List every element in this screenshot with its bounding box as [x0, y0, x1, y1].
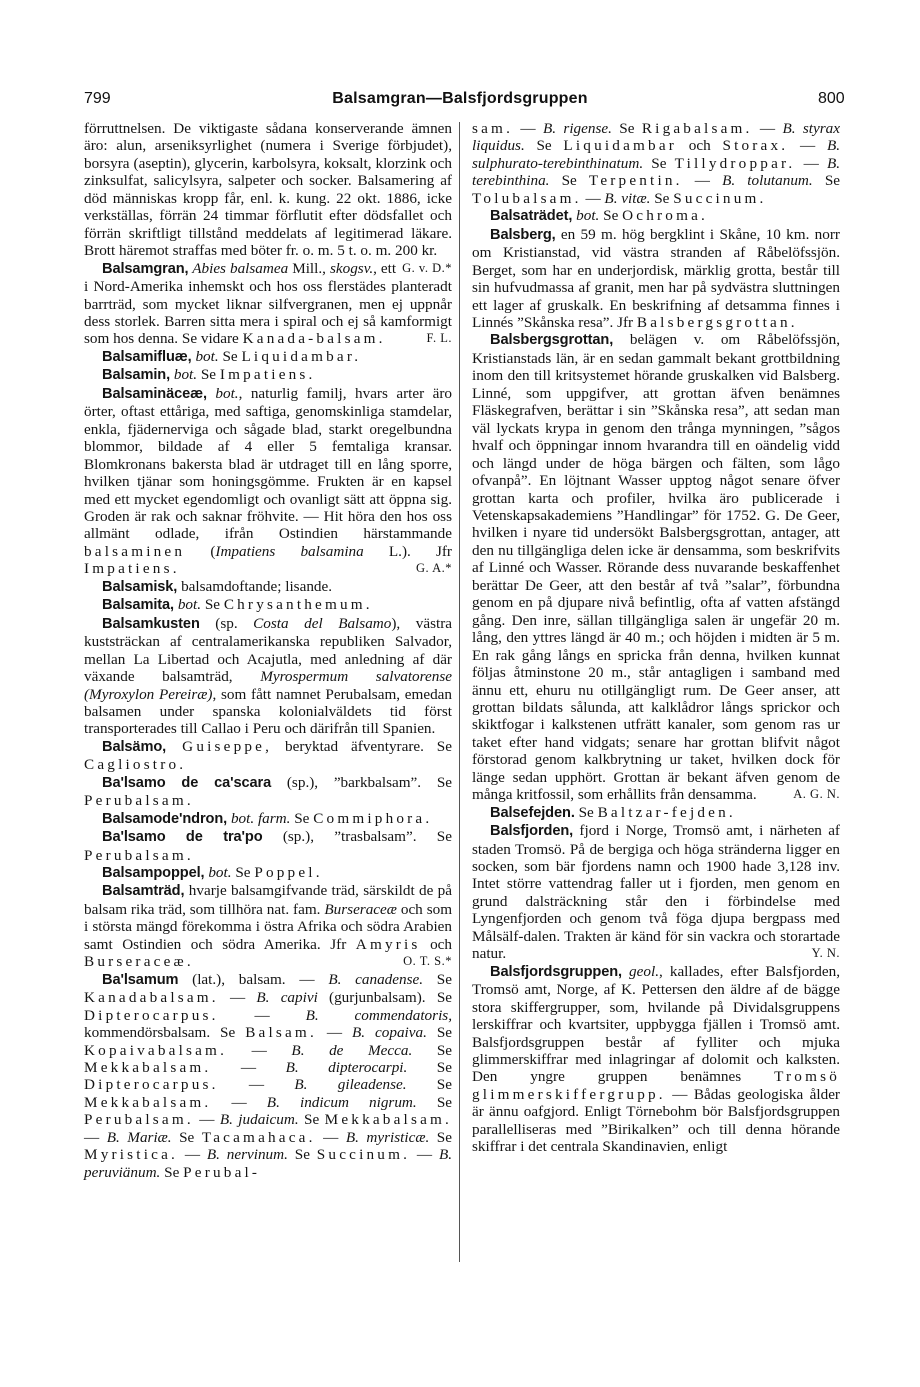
entry-balsfjorden: Balsfjorden, fjord i Norge, Tromsö amt, i närheten af staden Tromsö. På de bergiga och höga stränderna ligger en socken, som bär fjordens namn och 1900 hade 3,128 inv. Intet större vattendrag faller ut i fjorden, men genom en grund dalsträckning står den i förbindelse med Lyngenfjorden och genom två föga djupa bergpass med Målsälf-dalen. Trakten är känd för sin vackra och storartade natur. Y. N. [472, 822, 840, 963]
entry-balsberg: Balsberg, en 59 m. hög bergklint i Skåne, 10 km. norr om Kristianstad, vid västra stranden af Råbelöfssjön. Berget, som har en underjordisk, märklig grotta, består till sin hufvudmassa af granit, men har på sydvästra sluttningen ett lager af gruskalk. En beskrifning af detsamma finnes i Linnés ”Skånska resa”. Jfr Balsbergsgrottan. [472, 225, 840, 331]
cross-reference: Poppel. [254, 864, 323, 882]
entry-balsamgran: Balsamgran, Abies balsamea Mill., skogsv., ett i Nord-Amerika inhemskt och hos oss flerstädes planteradt barrträd, som mycket liknar silfvergranen, men ej uppnår dess storlek. Barren sitta mera i spiral och ej så kamformigt som hos denna. Se vidare Kanada-balsam. F. L. [84, 259, 452, 348]
author-signature: G. A.* [416, 561, 452, 576]
headword: Balsamita, [102, 597, 175, 614]
cross-reference: Ochroma. [622, 207, 709, 225]
entry-balsamtrad: Balsamträd, hvarje balsamgifvande träd, särskildt de på balsam rika träd, som tillhöra nat. fam. Burseraceæ och som i största mängd förekomma i östra Afrika och södra Arabien samt Ostindien och södra Amerika. Jfr Amyris och Burseraceæ. O. T. S.* [84, 882, 453, 971]
entry-balsamita: Balsamita, bot. Se Chrysanthemum. [102, 596, 373, 614]
entry-balsatradet: Balsaträdet, bot. Se Ochroma. [490, 207, 709, 225]
headword: Balsampoppel, [102, 865, 205, 882]
cross-reference: Liquidambar. [241, 347, 362, 365]
cross-reference: Kanada-balsam. [242, 330, 386, 348]
headword: Balsfjorden, [490, 823, 574, 840]
entry-balsamin: Balsamin, bot. Se Impatiens. [102, 366, 316, 384]
cross-reference: Chrysanthemum. [223, 596, 373, 614]
entry-balsamifluae: Balsamifluæ, bot. Se Liquidambar. [102, 347, 362, 365]
column-divider [459, 122, 460, 1262]
cross-reference: Impatiens. [219, 366, 316, 384]
cross-reference: Commiphora. [313, 809, 433, 827]
cross-reference: Tromsö glimmerskiffergrupp. [472, 1068, 840, 1103]
headword: Balsamkusten [102, 615, 200, 632]
headword: Balsamträd, [102, 883, 185, 900]
cross-reference: Burseraceæ. [84, 953, 194, 971]
entry-balsamodendron: Balsamode'ndron, bot. farm. Se Commiphora. [102, 809, 433, 827]
entry-balsamum: Ba'lsamum (lat.), balsam. — B. canadense. Se Kanadabalsam. — B. capivi (gurjunbalsam). Se Dipterocarpus. — B. commendatoris, kommendörsbalsam. Se Balsam. — B. copaiva. Se Kopaivabalsam. — B. de Mecca. Se Mekkabalsam. — B. dipterocarpi. Se Dipterocarpus. — B. gileadense. Se Mekkabalsam. — B. indicum nigrum. Se Perubalsam. — B. judaicum. Se Mekkabalsam. — B. Mariæ. Se Tacamahaca. — B. myristicæ. Se Myristica. — B. nervinum. Se Succinum. — B. peruviänum. Se Perubal- [84, 970, 453, 1181]
headword: Ba'lsamo de ca'scara [102, 774, 272, 791]
entry-balsamkusten: Balsamkusten (sp. Costa del Balsamo), västra kuststräckan af centralamerikanska republiken Salvador, mellan La Libertad och Acajutla, med anledning af där växande balsamträd, Myrospermum salvatorense (Myroxylon Pereiræ), som fått namnet Perubalsam, emedan balsamen under spanska kolonialväldets tid först transporterades till Callao i Peru och därifrån till Spanien. [84, 614, 453, 738]
author-signature: O. T. S.* [403, 954, 452, 969]
headword: Balsaminäceæ, [102, 385, 207, 402]
left-column [84, 120, 452, 1181]
author-signature: F. L. [426, 331, 452, 346]
cross-reference: Perubalsam. [84, 846, 194, 864]
entry-balsampoppel: Balsampoppel, bot. Se Poppel. [102, 864, 323, 882]
author-signature: A. G. N. [793, 787, 840, 802]
entry-balsamering-continued: förruttnelsen. De viktigaste sådana konserverande ämnen äro: alun, arseniksyrlighet (numera i Sverige förbjudet), borsyra (aseptin), glycerin, karbolsyra, koksalt, klorzink och zinksulfat, salicylsyra, salpeter och socker. Balsamering af död människas kropp får, enl. k. kung. 22 okt. 1886, icke verkställas, förrän 24 timmar förflutit efter dödsfallet och förrän skriftligt tillstånd meddelats af legitimerad läkare. Brott häremot straffas med böter fr. o. m. 5 t. o. m. 200 kr. G. v. D.* [84, 120, 452, 260]
entry-balsfjordsgruppen: Balsfjordsgruppen, geol., kallades, efter Balsfjorden, Tromsö amt, Norge, af K. Pettersen den äldre af de bägge stora skiffergrupper, som, hvilande på Dividalsgruppens lerskiffrar och kvartsiter, uppbygga fjällen i Tromsö amt. Balsfjordsgruppen består af fylliter och mjuka glimmerskiffrar med inlagringar af dolomit och kalksten. Den yngre gruppen benämnes Tromsö glimmerskiffergrupp. — Bådas geologiska ålder är ännu oafgjord. Enligt Törnebohm bör Balsfjordsgruppen parallelliseras med ”Birikalken” och till denna hörande skiffrar i det centrala Skandinavien, enligt [472, 962, 840, 1156]
headword: Balsaträdet, [490, 208, 573, 225]
entry-balsamo: Balsämo, Guiseppe, beryktad äfventyrare. Se Cagliostro. [84, 737, 452, 774]
entry-balsamo-de-trapo: Ba'lsamo de tra'po (sp.), ”trasbalsam”. Se Perubalsam. [84, 828, 452, 864]
page-number-right: 800 [818, 90, 845, 107]
headword: Balsamode'ndron, [102, 810, 228, 827]
entry-balsbergsgrottan: Balsbergsgrottan, belägen v. om Råbelöfssjön, Kristianstads län, är en sedan gammalt bekant grottbildning inom den till kritsystemet hörande gruskalken vid Balsberg. Linné, som uppgifver, att grottan äfven benämnes Fläskegrafven, berättar i sin ”Skånska resa”, att sedan man väl lyckats krypa in genom den trånga mynningen, ”sågos hvalf och öppningar innom hvarandra till en oändelig vidd och längd under de höga bärgen och fälten, som lågo ofvanpå”. En löjtnant Wasser upptog något senare öfver grottan karta och profiler, hvilka äro publicerade i Vetenskapsakademiens ”Handlingar” för 1752. G. De Geer, hvilken i nyare tid undersökt Balsbergsgrottan, antager, att den nu tillgängliga delen icke är densamma, som beskrifvits af Linné och Wasser. Rörande dess nuvarande beskaffenhet berättar De Geer, att den består af två ”salar”, förbundna genom en på djupare nivå befintlig, ofta af vatten afstängd gång. Den inre, sällan tillgängliga salen är ungefär 20 m. lång, den yttres längd är 40 m.; och höjden i midten är 5 m. En rak gång långs en spricka från denna, hvilken kunnat följas åtminstone 20 m., står antagligen i samband med ännu ett, ehuru nu otillgängligt rum. De Geer anser, att grottan bildats sålunda, att kalklådror långs sprickor och skiktfogar i kalkstenen utfrätt kanaler, som genom ras ur taket efter hand vidgats; senare har grottan blifvit något förstorad genom kalkbrytning ur taket, hvilken dock för länge sedan upphört. Grottan är bekant äfven genom de många kritfossil, som erhållits från densamma. A. G. N. [472, 331, 840, 804]
entry-balsefejden: Balsefejden. Se Baltzar-fejden. [490, 803, 736, 821]
headword: Balsfjordsgruppen, [490, 963, 622, 980]
running-title: Balsamgran—Balsfjordsgruppen [332, 90, 588, 107]
headword: Balsamin, [102, 367, 171, 384]
headword: Balsämo, [102, 738, 167, 755]
headword: Balsamisk, [102, 578, 178, 595]
entry-balsamisk: Balsamisk, balsamdoftande; lisande. [102, 577, 333, 595]
cross-reference: Baltzar-fejden. [597, 803, 736, 821]
cross-reference: Amyris [355, 935, 421, 953]
headword: Ba'lsamum [102, 971, 179, 988]
cross-reference: Balsbergsgrottan. [636, 313, 798, 331]
headword: Balsamifluæ, [102, 348, 192, 365]
headword: Balsefejden. [490, 804, 575, 821]
headword: Ba'lsamo de tra'po [102, 829, 263, 846]
entry-balsaminaceae: Balsaminäceæ, bot., naturlig familj, hvars arter äro örter, oftast ettåriga, med saftiga, genomskinliga stamdelar, enkla, fjädernerviga och sågade blad, starkt oregelbundna blommor, bildade af 4 eller 5 femtaliga kransar. Blomkronans bakersta blad är utdraget till en lång sporre, hvilken tjänar som honingsgömme. Frukten är en kapsel med ett mycket egendomligt och ovanligt sätt att öppna sig. Groden är rak och saknar fröhvite. — Hit höra den hos oss allmänt odlade, ifrån Ostindien härstammande balsaminen (Impatiens balsamina L.). Jfr Impatiens. G. A.* [84, 384, 452, 578]
cross-reference: Perubalsam. [84, 792, 194, 810]
headword: Balsbergsgrottan, [490, 332, 614, 349]
cross-reference: Impatiens. [84, 560, 180, 578]
headword: Balsberg, [490, 226, 556, 243]
page-number-left: 799 [84, 90, 111, 107]
headword: Balsamgran, [102, 260, 189, 277]
cross-reference: balsaminen [84, 542, 186, 560]
entry-balsamum-continued: sam. — B. rigense. Se Rigabalsam. — B. styrax liquidus. Se Liquidambar och Storax. — B. sulphurato-terebinthinatum. Se Tillydroppar. — B. terebinthina. Se Terpentin. — B. tolutanum. Se Tolubalsam. — B. vitæ. Se Succinum. [472, 120, 841, 207]
cross-reference: Cagliostro. [84, 756, 187, 774]
author-signature: G. v. D.* [402, 260, 452, 275]
author-signature: Y. N. [811, 946, 840, 961]
entry-balsamo-de-cascara: Ba'lsamo de ca'scara (sp.), ”barkbalsam”. Se Perubalsam. [84, 773, 453, 810]
right-column [472, 120, 840, 1156]
